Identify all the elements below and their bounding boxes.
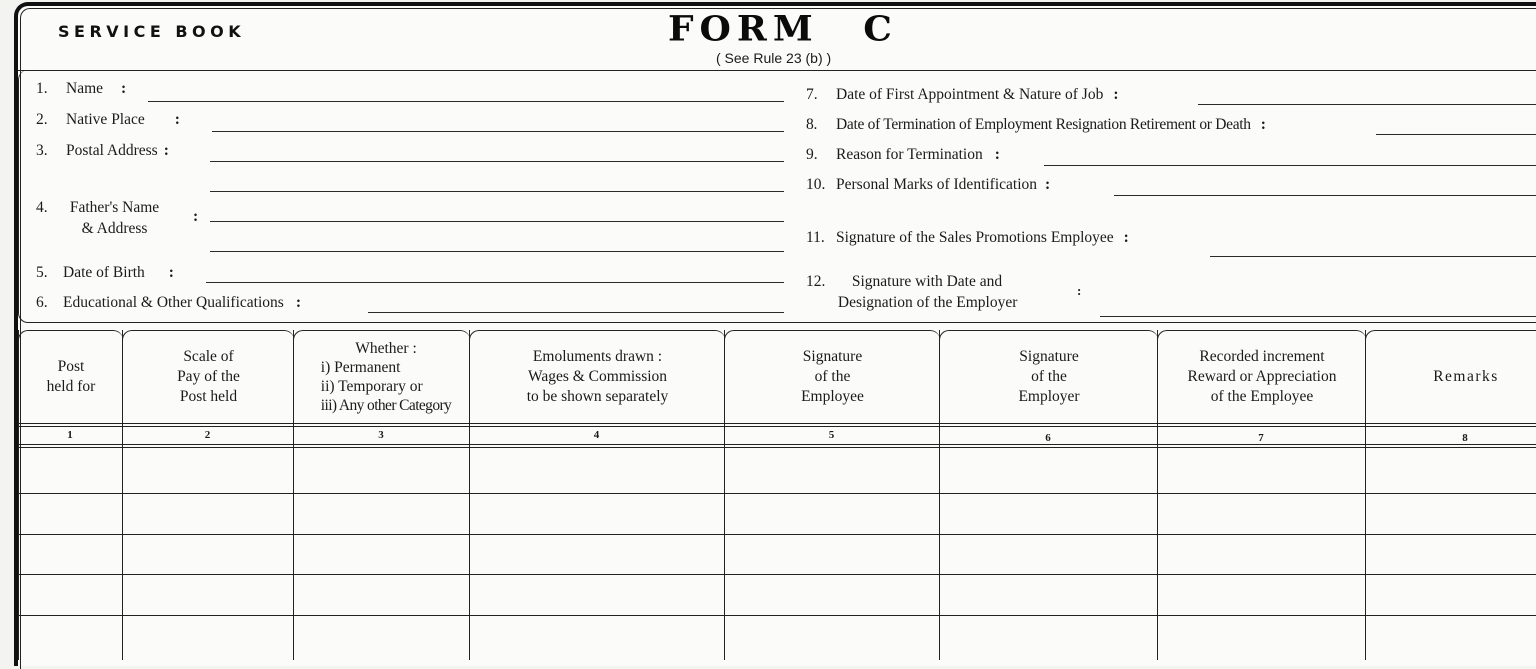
field-colon: :	[1123, 229, 1129, 246]
row-divider	[18, 493, 1536, 494]
header-line: of the	[1031, 368, 1067, 385]
field-label: Reason for Termination	[836, 146, 983, 163]
table-row-3-increment[interactable]	[1159, 536, 1364, 573]
column-divider	[469, 330, 470, 660]
table-row-5-employee-signature[interactable]	[726, 617, 938, 657]
field-label: Native Place	[66, 111, 145, 128]
table-row-1-scale-of-pay[interactable]	[124, 450, 292, 492]
column-number: 2	[204, 429, 211, 441]
table-row-5-post-held[interactable]	[20, 617, 120, 657]
field-number: 8.	[806, 116, 818, 133]
table-row-2-employee-signature[interactable]	[726, 495, 938, 533]
column-divider	[939, 330, 940, 660]
column-number: 1	[67, 429, 73, 441]
column-number: 3	[378, 429, 384, 441]
table-row-2-scale-of-pay[interactable]	[124, 495, 292, 533]
table-row-5-emoluments[interactable]	[471, 617, 723, 657]
column-divider	[1365, 330, 1366, 660]
column-number: 4	[593, 429, 600, 441]
fathers-name-address-input-line1[interactable]	[210, 221, 784, 222]
field-label-line1: Signature with Date and	[851, 273, 1003, 290]
form-title-word: FORM	[668, 9, 819, 49]
field-number: 10.	[806, 176, 826, 193]
field-colon: :	[994, 146, 1000, 163]
field-number: 1.	[36, 80, 48, 97]
column-divider	[122, 330, 123, 660]
field-label: Date of First Appointment & Nature of Job	[836, 86, 1104, 103]
table-row-4-increment[interactable]	[1159, 576, 1364, 614]
field-label: Name	[66, 80, 104, 97]
table-row-5-scale-of-pay[interactable]	[124, 617, 292, 657]
field-number: 7.	[806, 86, 818, 103]
employer-colon-wrap	[1077, 283, 1081, 299]
field-label: Date of Termination of Employment Resignation Retirement or Death	[836, 116, 1251, 133]
table-row-3-remarks[interactable]	[1367, 536, 1536, 573]
qualifications-input[interactable]	[368, 312, 784, 313]
field-label-line1: Father's Name	[69, 199, 160, 216]
table-row-2-emoluments[interactable]	[471, 495, 723, 533]
table-row-3-post-held[interactable]	[20, 536, 120, 573]
column-number: 7	[1258, 432, 1264, 444]
first-appointment-input[interactable]	[1198, 104, 1536, 105]
identification-marks-input[interactable]	[1114, 195, 1536, 196]
table-row-2-category[interactable]	[295, 495, 468, 533]
table-row-1-post-held[interactable]	[20, 450, 120, 492]
column-header-employee-signature	[724, 330, 940, 423]
field-number: 12.	[806, 273, 826, 290]
field-colon: :	[1077, 283, 1082, 298]
header-line: Signature	[802, 348, 863, 365]
table-row-2-post-held[interactable]	[20, 495, 120, 533]
personal-details-section	[18, 70, 1536, 323]
field-colon: :	[174, 111, 180, 128]
column-number: 6	[1045, 432, 1051, 444]
header-line: Recorded increment	[1199, 348, 1325, 365]
header-line: Post held	[179, 388, 238, 405]
table-row-5-increment[interactable]	[1159, 617, 1364, 657]
form-title	[668, 9, 898, 49]
header-line: held for	[46, 378, 96, 395]
field-colon: :	[1113, 86, 1119, 103]
table-row-1-category[interactable]	[295, 450, 468, 492]
field-employer-signature	[806, 271, 1017, 313]
table-row-4-remarks[interactable]	[1367, 576, 1536, 614]
table-row-4-employee-signature[interactable]	[726, 576, 938, 614]
table-row-3-category[interactable]	[295, 536, 468, 573]
field-colon: :	[168, 264, 174, 281]
fathers-name-address-input-line2[interactable]	[210, 251, 784, 252]
service-record-table	[18, 330, 1536, 660]
field-fathers-name-address	[36, 197, 159, 239]
column-number: 8	[1462, 432, 1468, 444]
table-row-3-employee-signature[interactable]	[726, 536, 938, 573]
table-row-5-employer-signature[interactable]	[941, 617, 1156, 657]
name-input[interactable]	[148, 101, 784, 102]
fathers-colon-wrap	[193, 208, 198, 226]
header-line: Whether :	[355, 340, 417, 357]
table-row-1-employee-signature[interactable]	[726, 450, 938, 492]
table-row-5-remarks[interactable]	[1367, 617, 1536, 657]
field-label: Educational & Other Qualifications	[63, 294, 284, 311]
column-number: 5	[828, 429, 835, 441]
table-row-5-category[interactable]	[295, 617, 468, 657]
table-row-4-category[interactable]	[295, 576, 468, 614]
header-line: Employer	[1018, 388, 1080, 405]
employer-signature-input[interactable]	[1100, 316, 1536, 317]
field-termination-date	[806, 116, 1274, 134]
field-date-of-birth	[36, 264, 182, 282]
field-employee-signature	[806, 229, 1137, 247]
employee-signature-input[interactable]	[1210, 256, 1536, 257]
row-divider	[18, 534, 1536, 535]
field-native-place	[36, 111, 188, 129]
native-place-input[interactable]	[212, 131, 784, 132]
table-row-2-increment[interactable]	[1159, 495, 1364, 533]
column-divider	[18, 330, 19, 660]
header-line: Post	[57, 358, 85, 375]
field-colon: :	[193, 208, 199, 225]
field-name	[36, 80, 134, 98]
service-book-title: SERVICE BOOK	[58, 22, 246, 41]
table-row-2-employer-signature[interactable]	[941, 495, 1156, 533]
field-colon: :	[1260, 116, 1266, 133]
field-label-line2: Designation of the Employer	[837, 294, 1018, 311]
table-row-3-emoluments[interactable]	[471, 536, 723, 573]
field-number: 4.	[36, 199, 48, 216]
header-divider	[18, 70, 1536, 71]
column-divider	[293, 330, 294, 660]
header-line: to be shown separately	[526, 388, 669, 405]
column-header-employer-signature	[939, 330, 1158, 423]
termination-date-input[interactable]	[1376, 134, 1536, 135]
header-line: Signature	[1019, 348, 1079, 365]
field-colon: :	[121, 80, 127, 97]
field-first-appointment	[806, 86, 1127, 104]
table-row-4-emoluments[interactable]	[471, 576, 723, 614]
header-line: i) Permanent	[320, 359, 401, 376]
field-label-line2: & Address	[81, 220, 148, 237]
table-row-1-increment[interactable]	[1159, 450, 1364, 492]
column-header-category	[293, 330, 470, 423]
table-row-4-post-held[interactable]	[20, 576, 120, 614]
rule-reference: ( See Rule 23 (b) )	[716, 50, 832, 66]
header-line: Remarks	[1433, 368, 1499, 385]
table-row-4-scale-of-pay[interactable]	[124, 576, 292, 614]
header-double-rule	[18, 423, 1536, 427]
field-number: 11.	[806, 229, 825, 246]
form-title-letter: C	[863, 9, 898, 49]
row-divider	[18, 615, 1536, 616]
row-divider	[18, 574, 1536, 575]
header-line: of the	[814, 368, 851, 385]
column-divider	[724, 330, 725, 660]
table-row-1-emoluments[interactable]	[471, 450, 723, 492]
header-line: iii) Any other Category	[320, 397, 452, 414]
header-line: Employee	[801, 388, 864, 405]
field-label: Date of Birth	[63, 264, 145, 281]
field-termination-reason	[806, 146, 1008, 164]
field-number: 2.	[36, 111, 48, 128]
column-header-emoluments	[469, 330, 725, 423]
field-number: 6.	[36, 294, 48, 311]
postal-address-input-line1[interactable]	[210, 161, 784, 162]
column-header-remarks	[1365, 330, 1536, 423]
header-line: Pay of the	[177, 368, 240, 385]
header-line: Emoluments drawn :	[532, 348, 663, 365]
field-label: Postal Address	[66, 142, 158, 159]
header-line: ii) Temporary or	[320, 378, 423, 395]
termination-reason-input[interactable]	[1044, 165, 1536, 166]
table-row-1-remarks[interactable]	[1367, 450, 1536, 492]
header-line: Reward or Appreciation	[1187, 368, 1337, 385]
column-header-scale-of-pay	[122, 330, 294, 423]
field-colon: :	[1045, 176, 1051, 193]
table-row-4-employer-signature[interactable]	[941, 576, 1156, 614]
header-line: Scale of	[183, 348, 234, 365]
field-number: 3.	[36, 142, 48, 159]
field-identification-marks	[806, 176, 1058, 194]
field-label: Signature of the Sales Promotions Employee	[836, 229, 1114, 246]
column-divider	[1157, 330, 1158, 660]
field-postal-address	[36, 142, 177, 160]
field-qualifications	[36, 294, 309, 312]
field-number: 9.	[806, 146, 818, 163]
postal-address-input-line2[interactable]	[210, 191, 784, 192]
field-number: 5.	[36, 264, 48, 281]
table-row-3-employer-signature[interactable]	[941, 536, 1156, 573]
header-line: of the Employee	[1210, 388, 1314, 405]
table-row-1-employer-signature[interactable]	[941, 450, 1156, 492]
field-colon: :	[295, 294, 301, 311]
column-header-post-held	[18, 330, 123, 423]
date-of-birth-input[interactable]	[206, 282, 784, 283]
table-row-3-scale-of-pay[interactable]	[124, 536, 292, 573]
field-label: Personal Marks of Identification	[836, 176, 1038, 193]
header-line: Wages & Commission	[527, 368, 668, 385]
field-colon: :	[163, 142, 169, 159]
table-row-2-remarks[interactable]	[1367, 495, 1536, 533]
column-header-recorded-increment	[1157, 330, 1366, 423]
